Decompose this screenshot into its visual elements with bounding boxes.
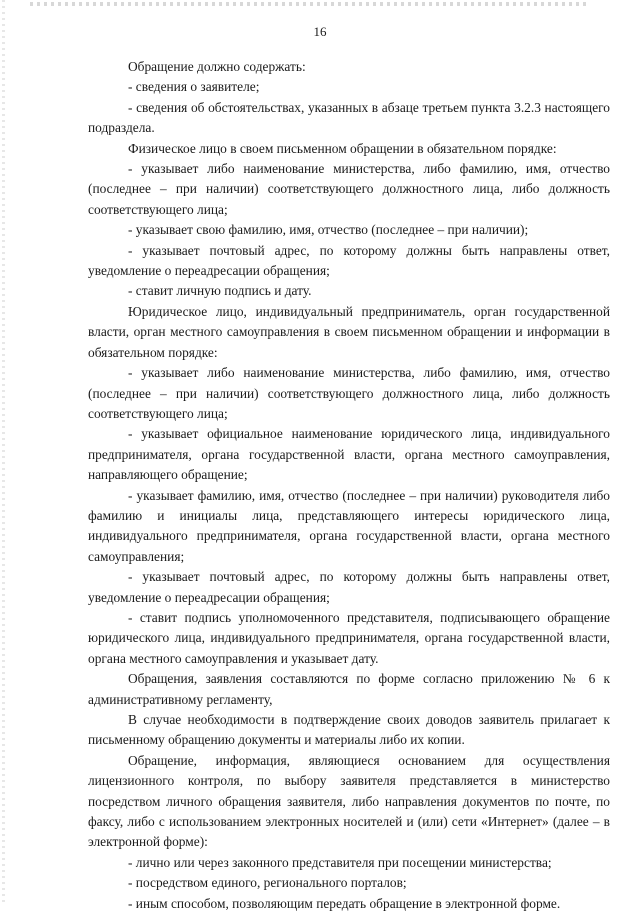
- list-item: - указывает почтовый адрес, по которому должны быть направлены ответ, уведомление о переадресации обращения;: [88, 242, 610, 279]
- paragraph: Юридическое лицо, индивидуальный предприниматель, орган государственной власти, орган местного самоуправления в своем письменном обращении и информации в обязательном порядке:: [88, 303, 610, 360]
- scan-artifact-left: [2, 0, 5, 905]
- list-item: - указывает свою фамилию, имя, отчество (последнее – при наличии);: [128, 222, 529, 238]
- paragraph: Обращение, информация, являющиеся основанием для осуществления лицензионного контроля, по выбору заявителя представляется в министерство посредством личного обращения заявителя, либо направления документов по почте, по факсу, либо с использованием электронных носителей и (или) сети «Интернет» (далее – в электронной форме):: [88, 752, 610, 850]
- list-item: - указывает почтовый адрес, по которому должны быть направлены ответ, уведомление о переадресации обращения;: [88, 569, 610, 605]
- list-item: - указывает официальное наименование юридического лица, индивидуального предпринимателя, органа государственной власти, органа местного самоуправления, направляющего обращение;: [88, 426, 610, 483]
- paragraph: В случае необходимости в подтверждение своих доводов заявитель прилагает к письменному обращению документы и материалы либо их копии.: [88, 712, 610, 748]
- page-number: 16: [313, 24, 327, 39]
- paragraph: Физическое лицо в своем письменном обращении в обязательном порядке:: [128, 140, 557, 156]
- document-body: [88, 57, 610, 914]
- list-item: - лично или через законного представителя при посещении министерства;: [128, 854, 552, 870]
- list-item: - иным способом, позволяющим передать обращение в электронной форме.: [128, 895, 561, 911]
- list-item: - ставит подпись уполномоченного представителя, подписывающего обращение юридического лица, индивидуального предпринимателя, органа государственной власти, органа местного самоуправления и указывает дату.: [88, 609, 610, 666]
- list-item: - сведения об обстоятельствах, указанных в абзаце третьем пункта 3.2.3 настоящего подраздела.: [88, 99, 610, 136]
- paragraph: Обращение должно содержать:: [128, 59, 306, 74]
- scan-artifact-top: [30, 2, 590, 6]
- list-item: - указывает фамилию, имя, отчество (последнее – при наличии) руководителя либо фамилию и инициалы лица, представляющего интересы юридического лица, индивидуального предпринимателя, органа государственной власти, органа местного самоуправления;: [88, 487, 610, 564]
- list-item: - указывает либо наименование министерства, либо фамилию, имя, отчество (последнее – при наличии) соответствующего должностного лица, либо должность соответствующего лица;: [88, 365, 610, 421]
- list-item: - сведения о заявителе;: [128, 79, 260, 95]
- list-item: - посредством единого, регионального порталов;: [128, 875, 407, 891]
- paragraph: Обращения, заявления составляются по форме согласно приложению № 6 к административному регламенту,: [88, 671, 610, 707]
- list-item: - ставит личную подпись и дату.: [128, 283, 312, 299]
- list-item: - указывает либо наименование министерства, либо фамилию, имя, отчество (последнее – при наличии) соответствующего должностного лица, либо должность соответствующего лица;: [88, 161, 610, 217]
